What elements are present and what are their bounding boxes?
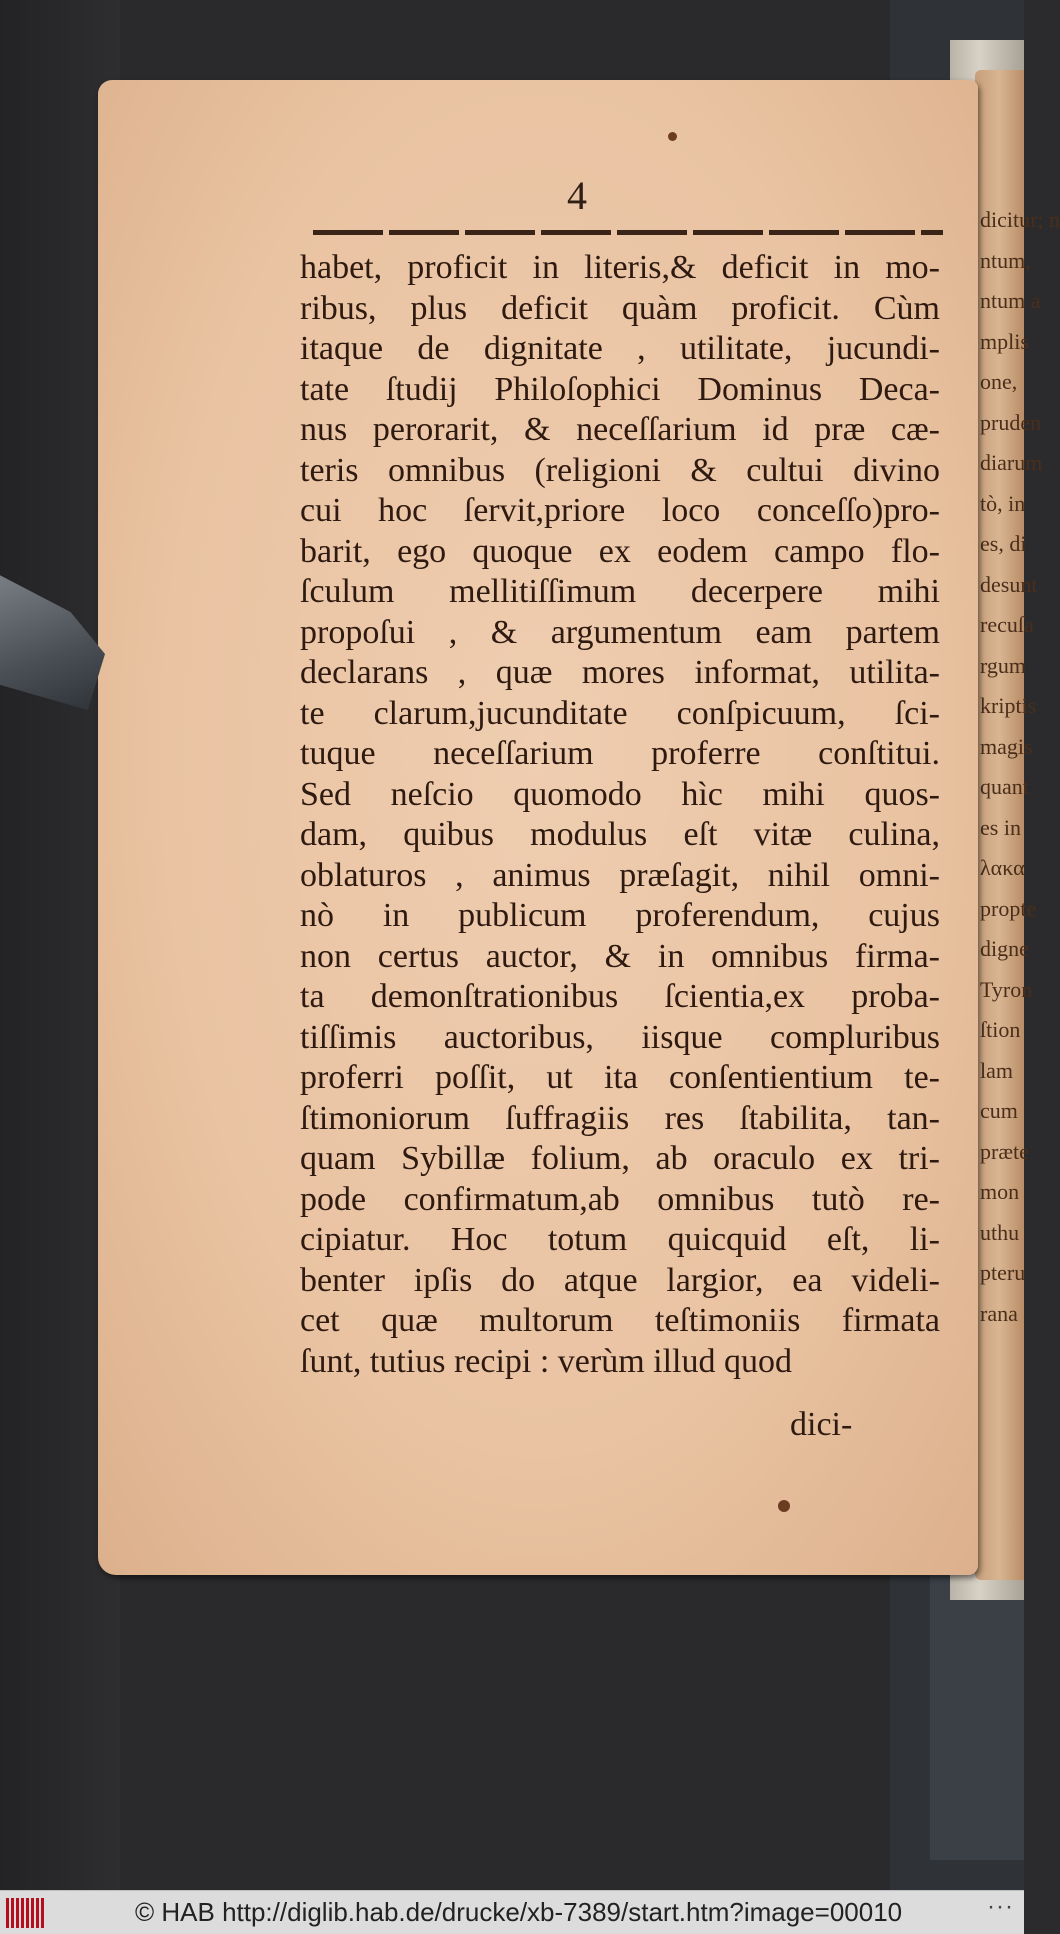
text-line: proferri poſſit, ut ita conſentientium te- bbox=[300, 1059, 940, 1096]
facing-page-line: pruden bbox=[980, 409, 1042, 435]
facing-page-line: ſtion bbox=[980, 1017, 1021, 1042]
text-line: nò in publicum proferendum, cujus bbox=[300, 897, 940, 934]
facing-page-line: cum bbox=[980, 1098, 1018, 1123]
text-line: propoſui , & argumentum eam partem bbox=[300, 613, 940, 651]
footer-copyright-link[interactable]: © HAB http://diglib.hab.de/drucke/xb-7389/start.htm?image=00010 bbox=[135, 1897, 903, 1927]
page-text bbox=[300, 248, 940, 1382]
header-rule bbox=[313, 230, 943, 235]
facing-page-line: lam bbox=[980, 1057, 1013, 1083]
catchword: dici- bbox=[790, 1406, 853, 1443]
facing-page-line: rgum bbox=[980, 652, 1027, 678]
text-line: cipiatur. Hoc totum quicquid eſt, li- bbox=[300, 1221, 940, 1258]
facing-page-line: ntum, bbox=[980, 247, 1031, 273]
text-line: benter ipſis do atque largior, ea videli- bbox=[300, 1261, 940, 1299]
text-line: oblaturos , animus præſagit, nihil omni- bbox=[300, 856, 940, 894]
facing-page-line: tò, in bbox=[980, 490, 1026, 516]
facing-page-line: rana bbox=[980, 1300, 1018, 1326]
facing-page-line: λακα bbox=[980, 855, 1025, 880]
facing-page-line: præte bbox=[980, 1138, 1029, 1164]
text-line: barit, ego quoque ex eodem campo flo- bbox=[300, 532, 940, 570]
text-line: tate ſtudij Philoſophici Dominus Deca- bbox=[300, 370, 940, 408]
foxing-spot bbox=[668, 132, 677, 141]
text-line: cet quæ multorum teſtimoniis firmata bbox=[300, 1302, 940, 1339]
footer-bar bbox=[0, 1890, 1024, 1934]
hab-logo-icon bbox=[6, 1898, 46, 1928]
text-line: declarans , quæ mores informat, utilita- bbox=[300, 654, 940, 691]
cover-board-stripe bbox=[930, 1560, 1024, 1860]
text-line: itaque de dignitate , utilitate, jucundi- bbox=[300, 330, 940, 367]
foxing-spot bbox=[778, 1500, 790, 1512]
facing-page-line: quant bbox=[980, 774, 1029, 799]
facing-page-line: kriptis bbox=[980, 693, 1037, 718]
facing-page-line: ntum a bbox=[980, 288, 1041, 313]
facing-page-line: diarum bbox=[980, 450, 1043, 475]
page-number: 4 bbox=[567, 173, 587, 218]
facing-page-line: magis bbox=[980, 733, 1033, 759]
text-line: ſtimoniorum ſuffragiis res ſtabilita, tan- bbox=[300, 1099, 940, 1137]
facing-page-line: propte bbox=[980, 895, 1037, 921]
text-line: tiſſimis auctoribus, iisque compluribus bbox=[300, 1018, 940, 1056]
text-line: non certus auctor, & in omnibus firma- bbox=[300, 937, 940, 975]
text-line: Sed neſcio quomodo hìc mihi quos- bbox=[300, 775, 940, 813]
text-line: ta demonſtrationibus ſcientia,ex proba- bbox=[300, 978, 940, 1015]
facing-page-line: es in bbox=[980, 814, 1021, 840]
facing-page-line: Tyron bbox=[980, 976, 1033, 1002]
more-icon[interactable]: ··· bbox=[987, 1893, 1014, 1920]
text-line: te clarum,jucunditate conſpicuum, ſci- bbox=[300, 694, 940, 732]
facing-page-line: digne bbox=[980, 936, 1029, 961]
text-line: tuque neceſſarium proferre conſtitui. bbox=[300, 735, 940, 772]
text-line: ſunt, tutius recipi : verùm illud quod bbox=[300, 1342, 793, 1380]
text-line: dam, quibus modulus eſt vitæ culina, bbox=[300, 816, 940, 853]
facing-page-line: mon bbox=[980, 1179, 1020, 1204]
text-line: ribus, plus deficit quàm proficit. Cùm bbox=[300, 289, 940, 327]
facing-page-line: es, di bbox=[980, 531, 1027, 556]
text-line: nus perorarit, & neceſſarium id præ cæ- bbox=[300, 411, 940, 448]
facing-page-line: desunt bbox=[980, 571, 1038, 597]
facing-page-line: pteru bbox=[980, 1260, 1026, 1285]
facing-page-text bbox=[980, 200, 1060, 1334]
facing-page-line: mplis bbox=[980, 328, 1029, 354]
facing-page-line: one, bbox=[980, 369, 1018, 394]
text-line: quam Sybillæ folium, ab oraculo ex tri- bbox=[300, 1140, 940, 1177]
facing-page-line: uthu bbox=[980, 1219, 1020, 1245]
text-line: cui hoc ſervit,priore loco conceſſo)pro- bbox=[300, 492, 940, 529]
facing-page-line: dicitur; n bbox=[980, 207, 1060, 232]
text-line: habet, proficit in literis,& deficit in mo- bbox=[300, 249, 940, 286]
facing-page-line: recuſa bbox=[980, 612, 1034, 637]
text-line: pode confirmatum,ab omnibus tutò re- bbox=[300, 1180, 940, 1218]
text-line: ſculum mellitiſſimum decerpere mihi bbox=[300, 573, 940, 610]
text-line: teris omnibus (religioni & cultui divino bbox=[300, 451, 940, 489]
